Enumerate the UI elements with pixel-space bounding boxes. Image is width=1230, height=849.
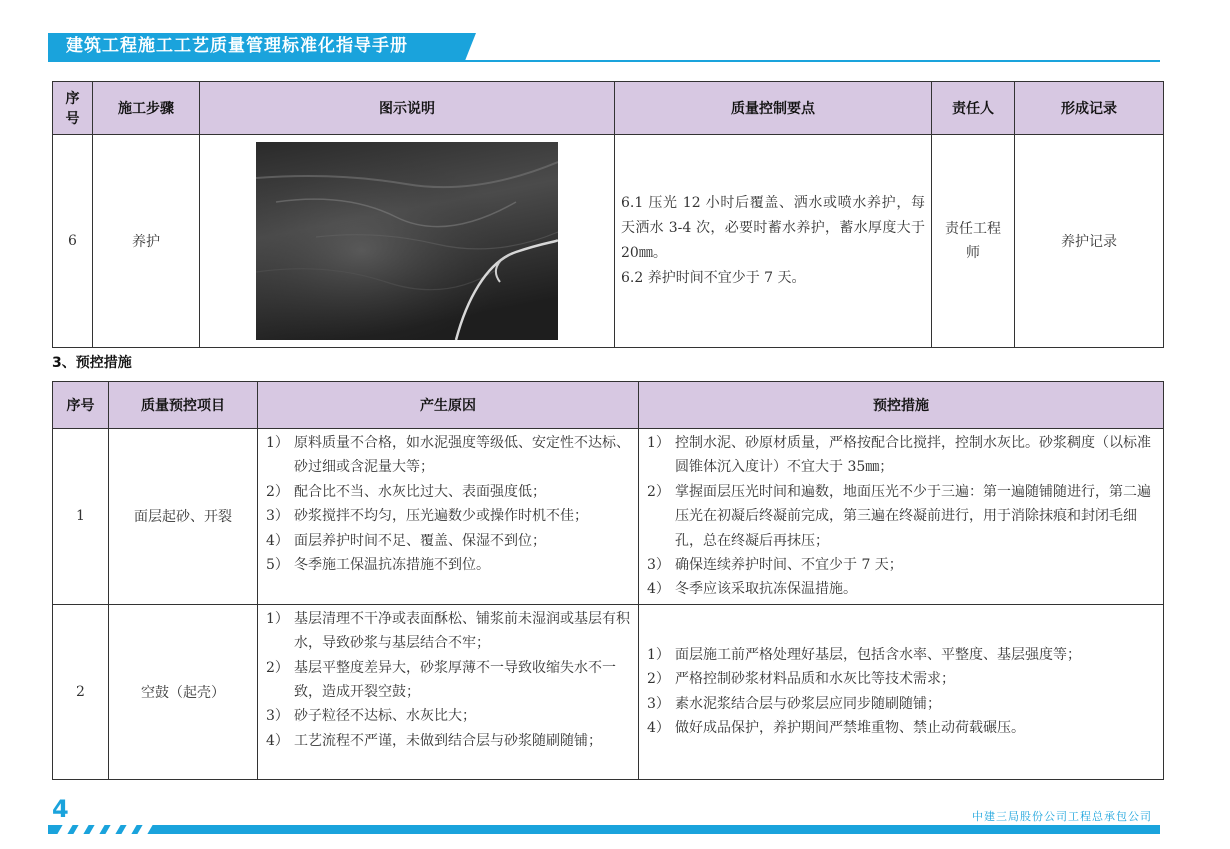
key-point: 6.1 压光 12 小时后覆盖、洒水或喷水养护，每天洒水 3-4 次，必要时蓄水养护，蓄水厚度大于 20㎜。	[621, 195, 925, 261]
list-item: 1） 控制水泥、砂原材质量，严格按配合比搅拌，控制水灰比。砂浆稠度（以标准圆锥体沉入度计）不宜大于 35㎜；	[647, 435, 1151, 476]
row-no: 2	[53, 604, 109, 779]
table-row	[53, 604, 1164, 779]
key-point: 6.2 养护时间不宜少于 7 天。	[621, 270, 806, 286]
footer-company: 中建三局股份公司工程总承包公司	[972, 810, 1152, 823]
measures-cell	[639, 604, 1164, 779]
col-header-key-points: 质量控制要点	[615, 82, 932, 135]
page-title: 建筑工程施工工艺质量管理标准化指导手册	[66, 36, 408, 56]
table-header-row	[53, 82, 1164, 135]
col-header-no: 序号	[53, 82, 93, 135]
row-record: 养护记录	[1015, 135, 1164, 348]
list-item: 2） 严格控制砂浆材料品质和水灰比等技术需求；	[647, 671, 955, 688]
col-header-step: 施工步骤	[93, 82, 200, 135]
causes-cell	[258, 604, 639, 779]
table-row	[53, 429, 1164, 605]
row-item: 面层起砂、开裂	[109, 429, 258, 605]
table-row	[53, 135, 1164, 348]
list-item: 5） 冬季施工保温抗冻措施不到位。	[266, 557, 490, 574]
curing-floor-photo	[256, 142, 558, 340]
list-item: 2） 掌握面层压光时间和遍数，地面压光不少于三遍：第一遍随铺随进行，第二遍压光在初凝后终凝前完成，第三遍在终凝前进行，用于消除抹痕和封闭毛细孔，总在终凝后再抹压；	[647, 483, 1151, 549]
key-points-cell	[615, 135, 932, 348]
table-header-row	[53, 382, 1164, 429]
construction-step-table	[52, 81, 1164, 348]
prevention-measures-table	[52, 381, 1164, 780]
list-item: 3） 砂浆搅拌不均匀，压光遍数少或操作时机不佳；	[266, 508, 588, 525]
footer-bar	[48, 825, 1160, 834]
list-item: 2） 配合比不当、水灰比过大、表面强度低；	[266, 483, 546, 500]
row-owner: 责任工程师	[932, 135, 1015, 348]
col-header-measures: 预控措施	[639, 382, 1164, 429]
list-item: 1） 原料质量不合格，如水泥强度等级低、安定性不达标、砂过细或含泥量大等；	[266, 435, 630, 476]
list-item: 3） 砂子粒径不达标、水灰比大；	[266, 708, 476, 725]
footer-stripes	[60, 825, 150, 834]
section-title: 3、预控措施	[52, 355, 132, 371]
list-item: 3） 确保连续养护时间、不宜少于 7 天；	[647, 557, 903, 574]
measures-cell	[639, 429, 1164, 605]
page-number: 4	[52, 795, 69, 823]
list-item: 1） 面层施工前严格处理好基层，包括含水率、平整度、基层强度等；	[647, 647, 1081, 664]
col-header-no: 序号	[53, 382, 109, 429]
causes-cell	[258, 429, 639, 605]
col-header-record: 形成记录	[1015, 82, 1164, 135]
list-item: 4） 做好成品保护，养护期间严禁堆重物、禁止动荷载碾压。	[647, 720, 1025, 737]
list-item: 4） 冬季应该采取抗冻保温措施。	[647, 581, 857, 598]
col-header-owner: 责任人	[932, 82, 1015, 135]
col-header-item: 质量预控项目	[109, 382, 258, 429]
col-header-illustration: 图示说明	[200, 82, 615, 135]
list-item: 3） 素水泥浆结合层与砂浆层应同步随刷随铺；	[647, 695, 941, 712]
header-divider	[48, 60, 1160, 62]
list-item: 1） 基层清理不干净或表面酥松、铺浆前未湿润或基层有积水，导致砂浆与基层结合不牢；	[266, 610, 630, 652]
list-item: 4） 面层养护时间不足、覆盖、保湿不到位；	[266, 532, 546, 549]
col-header-causes: 产生原因	[258, 382, 639, 429]
row-no: 1	[53, 429, 109, 605]
list-item: 4） 工艺流程不严谨，未做到结合层与砂浆随刷随铺；	[266, 732, 602, 749]
row-item: 空鼓（起壳）	[109, 604, 258, 779]
list-item: 2） 基层平整度差异大，砂浆厚薄不一导致收缩失水不一致，造成开裂空鼓；	[266, 659, 616, 701]
illustration-cell	[200, 135, 615, 348]
row-no: 6	[53, 135, 93, 348]
row-step: 养护	[93, 135, 200, 348]
